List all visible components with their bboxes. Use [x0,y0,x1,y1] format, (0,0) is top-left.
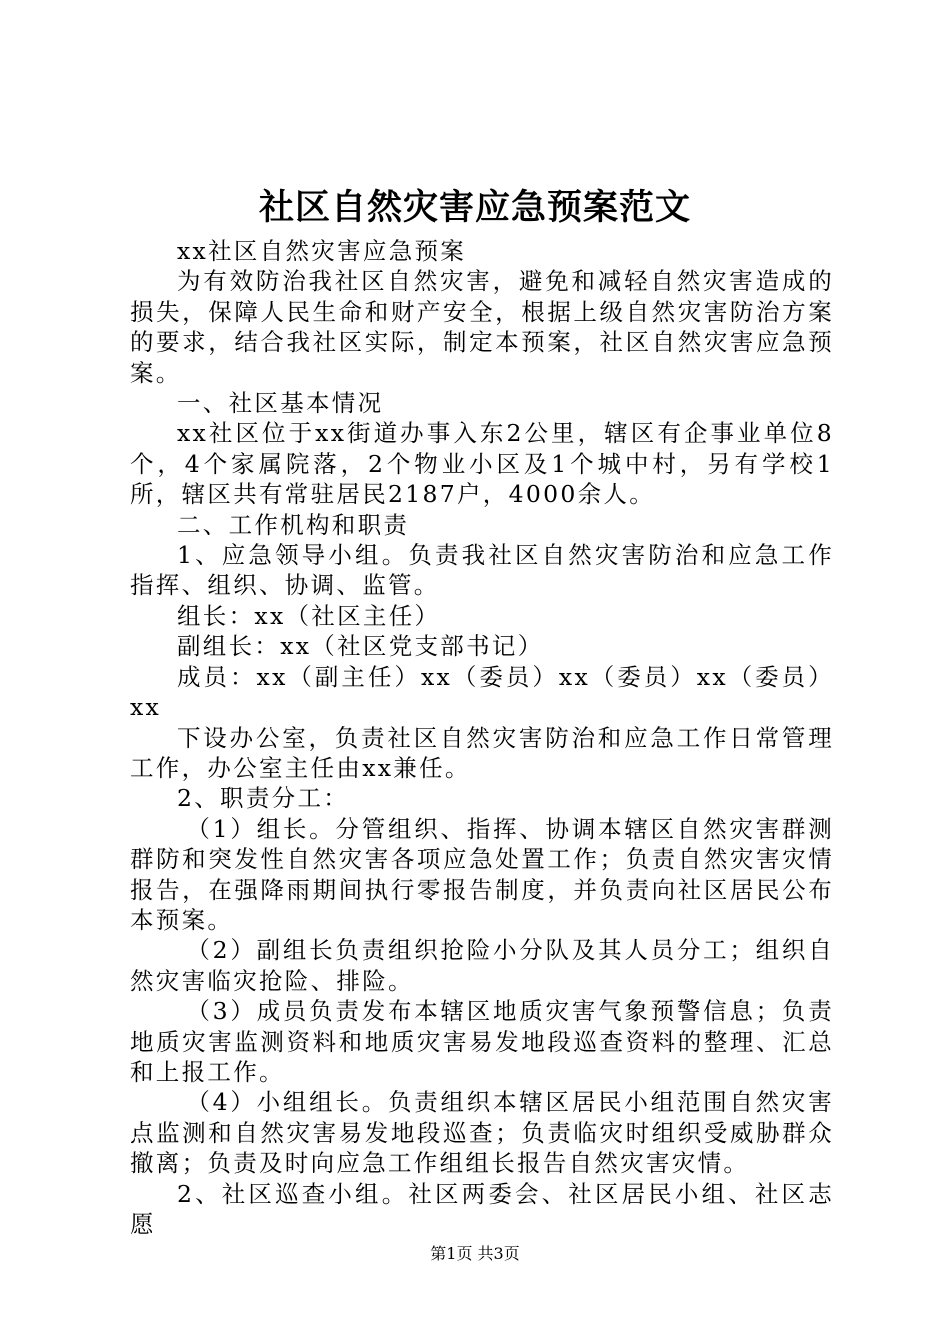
paragraph: 2、职责分工： [177,784,350,813]
paragraph: xx社区自然灾害应急预案 [177,237,467,265]
paragraph: （4）小组组长。负责组织本辖区居民小组范围自然灾害点监测和自然灾害易发地段巡查；负责临灾时组织受威胁群众撤离；负责及时向应急工作组组长报告自然灾害灾情。 [130,1088,834,1178]
paragraph: 成员：xx（副主任）xx（委员）xx（委员）xx（委员）xx [130,662,834,722]
document-title: 社区自然灾害应急预案范文 [258,187,691,228]
document-body [130,236,834,1239]
paragraph: 1、应急领导小组。负责我社区自然灾害防治和应急工作指挥、组织、协调、监管。 [130,541,834,600]
paragraph: （3）成员负责发布本辖区地质灾害气象预警信息；负责地质灾害监测资料和地质灾害易发地段巡查资料的整理、汇总和上报工作。 [130,997,834,1086]
paragraph: 为有效防治我社区自然灾害，避免和减轻自然灾害造成的损失，保障人民生命和财产安全，根据上级自然灾害防治方案的要求，结合我社区实际，制定本预案，社区自然灾害应急预案。 [130,267,834,387]
page-footer: 第1页 共3页 [430,1244,520,1263]
paragraph: xx社区位于xx街道办事入东2公里，辖区有企事业单位8个，4个家属院落，2个物业小区及1个城中村，另有学校1所，辖区共有常驻居民2187户，4000余人。 [130,419,834,509]
paragraph: 下设办公室，负责社区自然灾害防治和应急工作日常管理工作，办公室主任由xx兼任。 [130,723,834,782]
paragraph: （1）组长。分管组织、指挥、协调本辖区自然灾害群测群防和突发性自然灾害各项应急处置工作；负责自然灾害灾情报告，在强降雨期间执行零报告制度，并负责向社区居民公布本预案。 [130,814,834,934]
section-heading: 二、工作机构和职责 [177,510,410,539]
paragraph: （2）副组长负责组织抢险小分队及其人员分工；组织自然灾害临灾抢险、排险。 [130,936,834,995]
paragraph: 副组长：xx（社区党支部书记） [177,632,544,661]
paragraph: 组长：xx（社区主任） [177,601,441,630]
paragraph: 2、社区巡查小组。社区两委会、社区居民小组、社区志愿 [130,1179,834,1238]
section-heading: 一、社区基本情况 [177,389,384,418]
